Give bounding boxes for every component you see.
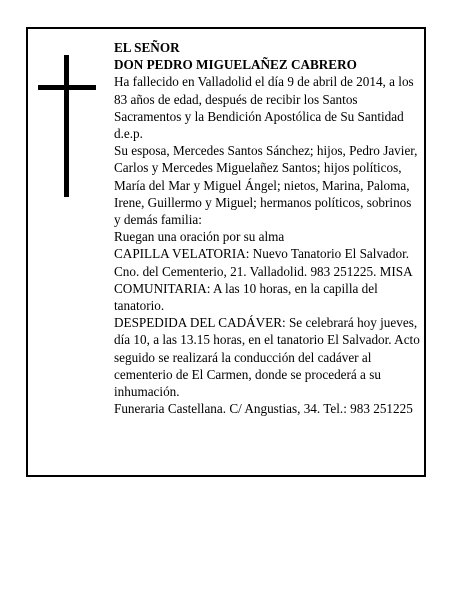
deceased-name: DON PEDRO MIGUELAÑEZ CABRERO (114, 57, 357, 73)
cross-vertical-bar (64, 55, 69, 197)
obituary-text (114, 39, 420, 417)
family-list: Su esposa, Mercedes Santos Sánchez; hijos, Pedro Javier, Carlos y Mercedes Miguelañez Santos; hijos políticos, María del Mar y Miguel Ángel; nietos, Marina, Paloma, Irene, Guillermo y Miguel; hermanos políticos, sobrinos y demás familia: (114, 143, 418, 228)
cross-icon (38, 55, 96, 197)
notice-title: EL SEÑOR (114, 40, 180, 55)
death-statement: Ha fallecido en Valladolid el día 9 de abril de 2014, a los 83 años de edad, después de recibir los Santos Sacramentos y la Bendición Apostólica de Su Santidad (114, 74, 414, 124)
cross-horizontal-bar (38, 85, 96, 90)
prayer-request: Ruegan una oración por su alma (114, 229, 285, 245)
funeral-farewell-info: DESPEDIDA DEL CADÁVER: Se celebrará hoy jueves, día 10, a las 13.15 horas, en el tanatorio El Salvador. Acto seguido se realizará la conducción del cadáver al cementerio de El Carmen, donde se procederá a su inhumación. (114, 315, 420, 400)
funeral-home-info: Funeraria Castellana. C/ Angustias, 34. Tel.: 983 251225 (114, 401, 413, 417)
dep-abbreviation: d.e.p. (114, 126, 143, 142)
chapel-and-mass-info: CAPILLA VELATORIA: Nuevo Tanatorio El Salvador. Cno. del Cementerio, 21. Valladolid. 983 251225. MISA COMUNITARIA: A las 10 horas, en la capilla del tanatorio. (114, 246, 412, 314)
